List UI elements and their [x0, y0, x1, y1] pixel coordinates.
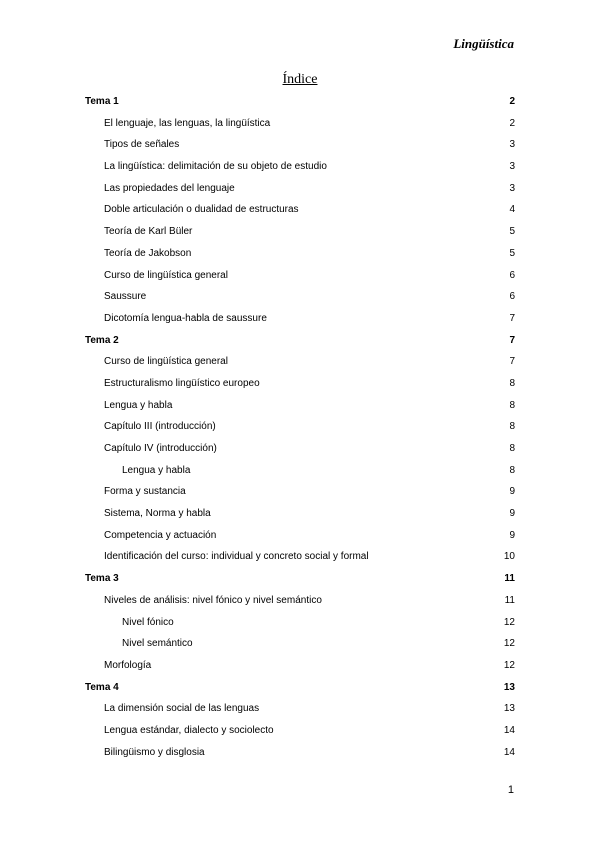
toc-entry-label: Tipos de señales	[104, 139, 180, 151]
toc-entry[interactable]	[85, 156, 515, 178]
toc-entry-page-number: 14	[503, 746, 515, 758]
toc-entry-page-number: 6	[509, 269, 515, 281]
toc-entry-label: Nivel fónico	[122, 616, 174, 628]
toc-entry-page-number: 5	[509, 226, 515, 238]
toc-entry-label: Tema 1	[85, 96, 119, 107]
toc-entry-label: Competencia y actuación	[104, 529, 217, 541]
toc-entry-chapter[interactable]	[85, 330, 515, 352]
toc-entry-page-number: 8	[509, 443, 515, 454]
toc-entry-page-number: 9	[509, 508, 515, 520]
toc-entry-chapter[interactable]	[85, 677, 515, 699]
toc-entry-page-number: 12	[503, 659, 515, 671]
toc-entry[interactable]	[85, 243, 515, 265]
toc-entry-label: Tema 3	[85, 573, 119, 585]
toc-entry-label: Las propiedades del lenguaje	[104, 182, 235, 194]
toc-entry-page-number: 7	[509, 356, 515, 368]
toc-entry[interactable]	[85, 698, 515, 720]
toc-entry[interactable]	[85, 525, 515, 547]
toc-entry-label: Identificación del curso: individual y concreto social y formal	[104, 551, 369, 563]
toc-entry[interactable]	[85, 416, 515, 438]
toc-entry-label: Estructuralismo lingüístico europeo	[104, 377, 260, 389]
toc-entry-page-number: 2	[509, 117, 515, 129]
toc-entry-page-number: 8	[509, 399, 515, 411]
toc-entry-label: Capítulo IV (introducción)	[104, 443, 217, 454]
toc-entry-page-number: 2	[509, 96, 515, 107]
toc-entry-page-number: 12	[503, 638, 515, 650]
toc-entry[interactable]	[85, 438, 515, 460]
toc-entry-page-number: 14	[503, 724, 515, 736]
toc-entry-label: Curso de lingüística general	[104, 356, 228, 368]
toc-entry-page-number: 12	[503, 616, 515, 628]
toc-entry-label: Forma y sustancia	[104, 486, 186, 498]
toc-entry[interactable]	[85, 178, 515, 200]
toc-entry-page-number: 13	[503, 681, 515, 693]
toc-entry-label: Morfología	[104, 659, 152, 671]
toc-title: Índice	[282, 72, 318, 87]
toc-entry[interactable]	[85, 481, 515, 503]
toc-entry[interactable]	[85, 633, 515, 655]
toc-entry-chapter[interactable]	[85, 91, 515, 113]
toc-entry-label: La lingüística: delimitación de su objeto de estudio	[104, 161, 327, 173]
toc-entry[interactable]	[85, 590, 515, 612]
toc-entry-label: Saussure	[104, 291, 147, 303]
toc-entry-label: Tema 2	[85, 334, 119, 346]
toc-entry[interactable]	[85, 286, 515, 308]
page-number: 1	[507, 784, 514, 796]
toc-entry[interactable]	[85, 612, 515, 634]
toc-entry-page-number: 9	[509, 529, 515, 541]
table-of-contents	[85, 91, 515, 763]
toc-entry-page-number: 10	[503, 551, 515, 563]
toc-entry[interactable]	[85, 460, 515, 482]
toc-entry-page-number: 7	[509, 334, 515, 346]
toc-entry-page-number: 4	[509, 204, 515, 216]
toc-entry-label: Teoría de Jakobson	[104, 247, 192, 259]
toc-entry-label: El lenguaje, las lenguas, la lingüística	[104, 117, 271, 129]
toc-entry-chapter[interactable]	[85, 568, 515, 590]
toc-entry[interactable]	[85, 113, 515, 135]
toc-entry-page-number: 13	[503, 703, 515, 715]
toc-entry-label: Doble articulación o dualidad de estructuras	[104, 204, 299, 216]
toc-entry-label: Curso de lingüística general	[104, 269, 228, 281]
toc-entry-page-number: 11	[504, 573, 515, 585]
toc-entry-label: Dicotomía lengua-habla de saussure	[104, 312, 267, 324]
toc-entry-label: Capítulo III (introducción)	[104, 421, 216, 433]
toc-entry[interactable]	[85, 221, 515, 243]
toc-entry-page-number: 7	[509, 312, 515, 324]
toc-entry[interactable]	[85, 742, 515, 764]
toc-entry-page-number: 3	[509, 182, 515, 194]
toc-entry[interactable]	[85, 503, 515, 525]
toc-entry-page-number: 3	[509, 161, 515, 173]
toc-entry-label: Niveles de análisis: nivel fónico y nivel semántico	[104, 594, 322, 606]
toc-entry[interactable]	[85, 265, 515, 287]
toc-entry-page-number: 8	[509, 421, 515, 433]
toc-entry-label: Teoría de Karl Büler	[104, 226, 193, 238]
toc-entry[interactable]	[85, 351, 515, 373]
toc-entry-label: Bilingüismo y disglosia	[104, 746, 205, 758]
toc-entry-page-number: 5	[509, 247, 515, 259]
document-header-title: Lingüística	[453, 36, 514, 51]
toc-entry[interactable]	[85, 395, 515, 417]
toc-entry-label: Tema 4	[85, 681, 119, 693]
toc-entry[interactable]	[85, 134, 515, 156]
toc-entry-label: Lengua estándar, dialecto y sociolecto	[104, 724, 274, 736]
toc-entry[interactable]	[85, 199, 515, 221]
toc-entry[interactable]	[85, 308, 515, 330]
toc-entry-label: Sistema, Norma y habla	[104, 508, 211, 520]
toc-entry-label: Lengua y habla	[104, 399, 173, 411]
toc-entry-label: La dimensión social de las lenguas	[104, 703, 260, 715]
toc-entry-label: Lengua y habla	[122, 464, 191, 476]
toc-entry-page-number: 3	[509, 139, 515, 151]
toc-entry-page-number: 9	[509, 486, 515, 498]
toc-entry-page-number: 11	[504, 594, 515, 606]
toc-entry-page-number: 8	[509, 377, 515, 389]
toc-entry[interactable]	[85, 720, 515, 742]
toc-entry[interactable]	[85, 655, 515, 677]
toc-entry-page-number: 6	[509, 291, 515, 303]
toc-entry-label: Nivel semántico	[122, 638, 193, 650]
toc-entry[interactable]	[85, 373, 515, 395]
toc-entry[interactable]	[85, 546, 515, 568]
toc-entry-page-number: 8	[509, 464, 515, 476]
